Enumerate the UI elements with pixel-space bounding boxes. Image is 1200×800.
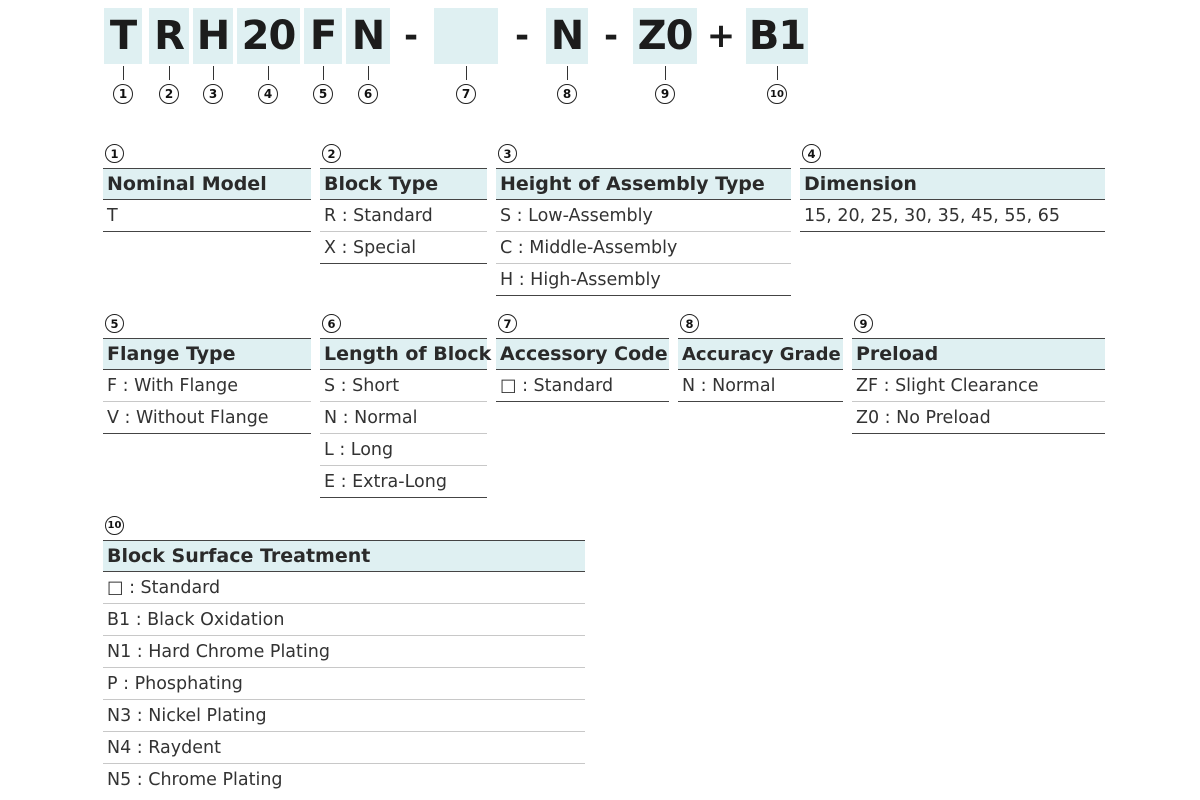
group-length-of-block [320,314,492,498]
group-number: 9 [854,314,873,333]
group-title: Block Surface Treatment [103,540,585,572]
code-segment-5: F [304,8,342,64]
group-row: X : Special [320,232,487,264]
code-tick [323,66,324,80]
group-row: F : With Flange [103,370,311,402]
group-title: Dimension [800,168,1105,200]
code-separator-3: - [603,16,619,56]
group-preload [852,314,1105,434]
group-row: 15, 20, 25, 30, 35, 45, 55, 65 [800,200,1105,232]
code-segment-8: N [546,8,588,64]
group-row: Z0 : No Preload [852,402,1105,434]
group-row: V : Without Flange [103,402,311,434]
code-number-9: 9 [655,84,675,104]
code-tick [169,66,170,80]
group-dimension [800,144,1105,232]
code-number-5: 5 [313,84,333,104]
group-number: 3 [498,144,517,163]
group-number: 10 [105,516,124,535]
group-title: Length of Block [320,338,487,370]
group-number: 7 [498,314,517,333]
group-row: H : High-Assembly [496,264,791,296]
group-height-of-assembly [496,144,791,296]
group-row: S : Short [320,370,487,402]
code-number-4: 4 [258,84,278,104]
code-tick [567,66,568,80]
group-row: P : Phosphating [103,668,585,700]
code-segment-1: T [104,8,142,64]
group-row: N3 : Nickel Plating [103,700,585,732]
code-segment-3: H [193,8,233,64]
code-segment-9: Z0 [633,8,697,64]
code-number-6: 6 [358,84,378,104]
group-row: L : Long [320,434,487,466]
code-tick [123,66,124,80]
code-segment-6: N [346,8,390,64]
code-tick [665,66,666,80]
group-row: ZF : Slight Clearance [852,370,1105,402]
code-number-7: 7 [456,84,476,104]
code-segment-2: R [149,8,189,64]
group-row: N5 : Chrome Plating [107,770,283,790]
group-row: N : Normal [320,402,487,434]
code-separator-4: + [706,16,736,56]
group-number: 8 [680,314,699,333]
code-tick [268,66,269,80]
group-title: Flange Type [103,338,311,370]
group-row: N : Normal [678,370,843,402]
code-number-10: 10 [767,84,787,104]
code-separator-1: - [403,16,419,56]
group-title: Preload [852,338,1105,370]
group-title: Height of Assembly Type [496,168,791,200]
code-segment-4: 20 [237,8,300,64]
group-row: S : Low-Assembly [496,200,791,232]
group-title: Nominal Model [103,168,311,200]
code-tick [213,66,214,80]
code-number-3: 3 [203,84,223,104]
group-row: E : Extra-Long [320,466,487,498]
group-accuracy-grade [678,314,843,402]
code-tick [777,66,778,80]
group-number: 1 [105,144,124,163]
code-number-8: 8 [557,84,577,104]
code-number-1: 1 [113,84,133,104]
group-flange-type [103,314,311,434]
code-segment-7 [434,8,498,64]
group-row: N1 : Hard Chrome Plating [103,636,585,668]
code-tick [466,66,467,80]
code-segment-10: B1 [746,8,808,64]
group-row: □ : Standard [496,370,669,402]
code-separator-2: - [514,16,530,56]
group-title: Accessory Code [496,338,669,370]
group-title: Accuracy Grade [678,338,843,370]
group-block-surface-treatment [103,516,585,796]
group-nominal-model [103,144,311,232]
group-number: 6 [322,314,341,333]
group-block-type [320,144,487,264]
group-number: 2 [322,144,341,163]
group-number: 4 [802,144,821,163]
group-row: B1 : Black Oxidation [103,604,585,636]
group-row: R : Standard [320,200,487,232]
group-row: N4 : Raydent [103,732,585,764]
group-title: Block Type [320,168,487,200]
group-accessory-code [496,314,669,402]
code-number-2: 2 [159,84,179,104]
group-row: T [103,200,311,232]
group-row: C : Middle-Assembly [496,232,791,264]
code-tick [368,66,369,80]
group-row: □ : Standard [103,572,585,604]
group-number: 5 [105,314,124,333]
